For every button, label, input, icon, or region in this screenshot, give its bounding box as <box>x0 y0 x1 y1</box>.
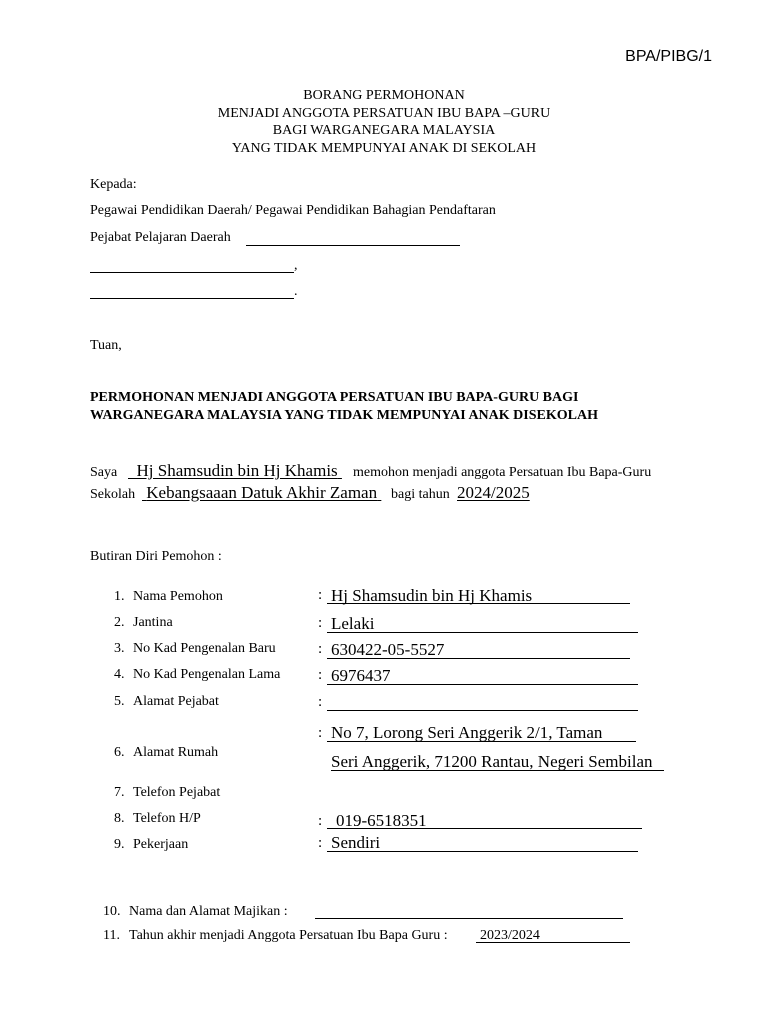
addressee-line-1: Pegawai Pendidikan Daerah/ Pegawai Pendidikan Bahagian Pendaftaran <box>90 203 496 218</box>
field-1-underline <box>327 603 630 604</box>
field-3-num: 3. <box>114 641 125 656</box>
addressee-blank-1[interactable] <box>246 245 460 246</box>
field-6-underline-2 <box>331 770 664 771</box>
addressee-blank-2[interactable] <box>90 272 294 273</box>
subject-line-1: PERMOHONAN MENJADI ANGGOTA PERSATUAN IBU BAPA-GURU BAGI <box>90 390 579 405</box>
field-1-colon: : <box>318 587 323 603</box>
field-4-colon: : <box>318 667 323 683</box>
title-line-3: BAGI WARGANEGARA MALAYSIA <box>272 123 496 138</box>
field-8-value[interactable]: 019-6518351 <box>336 811 427 830</box>
statement-saya: Saya <box>90 465 118 480</box>
field-5-num: 5. <box>114 694 125 709</box>
field-8-num: 8. <box>114 811 125 826</box>
field-4-value[interactable]: 6976437 <box>331 666 391 685</box>
field-1-value[interactable]: Hj Shamsudin bin Hj Khamis <box>331 586 533 605</box>
subject-line-2: WARGANEGARA MALAYSIA YANG TIDAK MEMPUNYAI ANAK DISEKOLAH <box>90 408 598 423</box>
statement-applicant-name: Hj Shamsudin bin Hj Khamis <box>136 461 338 480</box>
addressee-line-2: Pejabat Pelajaran Daerah <box>90 230 231 245</box>
item-11-underline <box>476 942 630 943</box>
title-line-2: MENJADI ANGGOTA PERSATUAN IBU BAPA –GURU <box>217 106 551 121</box>
field-4-label: No Kad Pengenalan Lama <box>133 667 281 682</box>
title-line-1: BORANG PERMOHONAN <box>303 88 465 103</box>
item-10-num: 10. <box>103 904 121 919</box>
field-2-underline <box>327 632 638 633</box>
field-3-underline <box>327 658 630 659</box>
item-10-underline[interactable] <box>315 918 623 919</box>
title-line-4: YANG TIDAK MEMPUNYAI ANAK DI SEKOLAH <box>231 141 537 156</box>
addressee-kepada: Kepada: <box>90 177 137 192</box>
field-4-underline <box>327 684 638 685</box>
field-1-label: Nama Pemohon <box>133 589 223 604</box>
field-8-label: Telefon H/P <box>133 811 201 826</box>
field-5-underline <box>327 710 638 711</box>
field-3-value[interactable]: 630422-05-5527 <box>331 640 445 659</box>
field-6-underline-1 <box>327 741 636 742</box>
field-7-num: 7. <box>114 785 125 800</box>
statement-mid-text: memohon menjadi anggota Persatuan Ibu Bapa-Guru <box>353 465 652 480</box>
field-9-label: Pekerjaan <box>133 837 189 852</box>
statement-school-name: Kebangsaaan Datuk Akhir Zaman <box>146 483 378 502</box>
field-6-colon: : <box>318 725 323 741</box>
field-1-num: 1. <box>114 589 125 604</box>
field-5-label: Alamat Pejabat <box>133 694 219 709</box>
item-11-value[interactable]: 2023/2024 <box>480 928 540 943</box>
addressee-comma: , <box>294 258 298 273</box>
field-8-underline <box>327 828 642 829</box>
field-3-label: No Kad Pengenalan Baru <box>133 641 276 656</box>
salutation: Tuan, <box>90 338 122 353</box>
field-9-colon: : <box>318 835 323 851</box>
field-4-num: 4. <box>114 667 125 682</box>
field-9-underline <box>327 851 638 852</box>
addressee-period: . <box>294 284 298 299</box>
field-9-num: 9. <box>114 837 125 852</box>
field-9-value[interactable]: Sendiri <box>331 833 381 852</box>
butiran-label: Butiran Diri Pemohon : <box>90 549 222 564</box>
field-6-value-line-1[interactable]: No 7, Lorong Seri Anggerik 2/1, Taman <box>331 723 603 742</box>
field-3-colon: : <box>318 641 323 657</box>
field-5-colon: : <box>318 694 323 710</box>
field-2-value[interactable]: Lelaki <box>331 614 375 633</box>
item-11-label: Tahun akhir menjadi Anggota Persatuan Ibu Bapa Guru : <box>129 928 448 943</box>
field-2-label: Jantina <box>133 615 173 630</box>
item-11-num: 11. <box>103 928 120 943</box>
statement-bagi-tahun: bagi tahun <box>391 487 450 502</box>
document-code: BPA/PIBG/1 <box>625 48 712 65</box>
statement-year: 2024/2025 <box>457 483 530 502</box>
item-10-label: Nama dan Alamat Majikan : <box>129 904 288 919</box>
field-2-num: 2. <box>114 615 125 630</box>
addressee-blank-3[interactable] <box>90 298 294 299</box>
field-6-label: Alamat Rumah <box>133 745 219 760</box>
field-8-colon: : <box>318 813 323 829</box>
field-2-colon: : <box>318 615 323 631</box>
field-7-label: Telefon Pejabat <box>133 785 221 800</box>
statement-sekolah: Sekolah <box>90 487 136 502</box>
field-6-num: 6. <box>114 745 125 760</box>
field-6-value-line-2[interactable]: Seri Anggerik, 71200 Rantau, Negeri Sembilan <box>331 752 653 771</box>
